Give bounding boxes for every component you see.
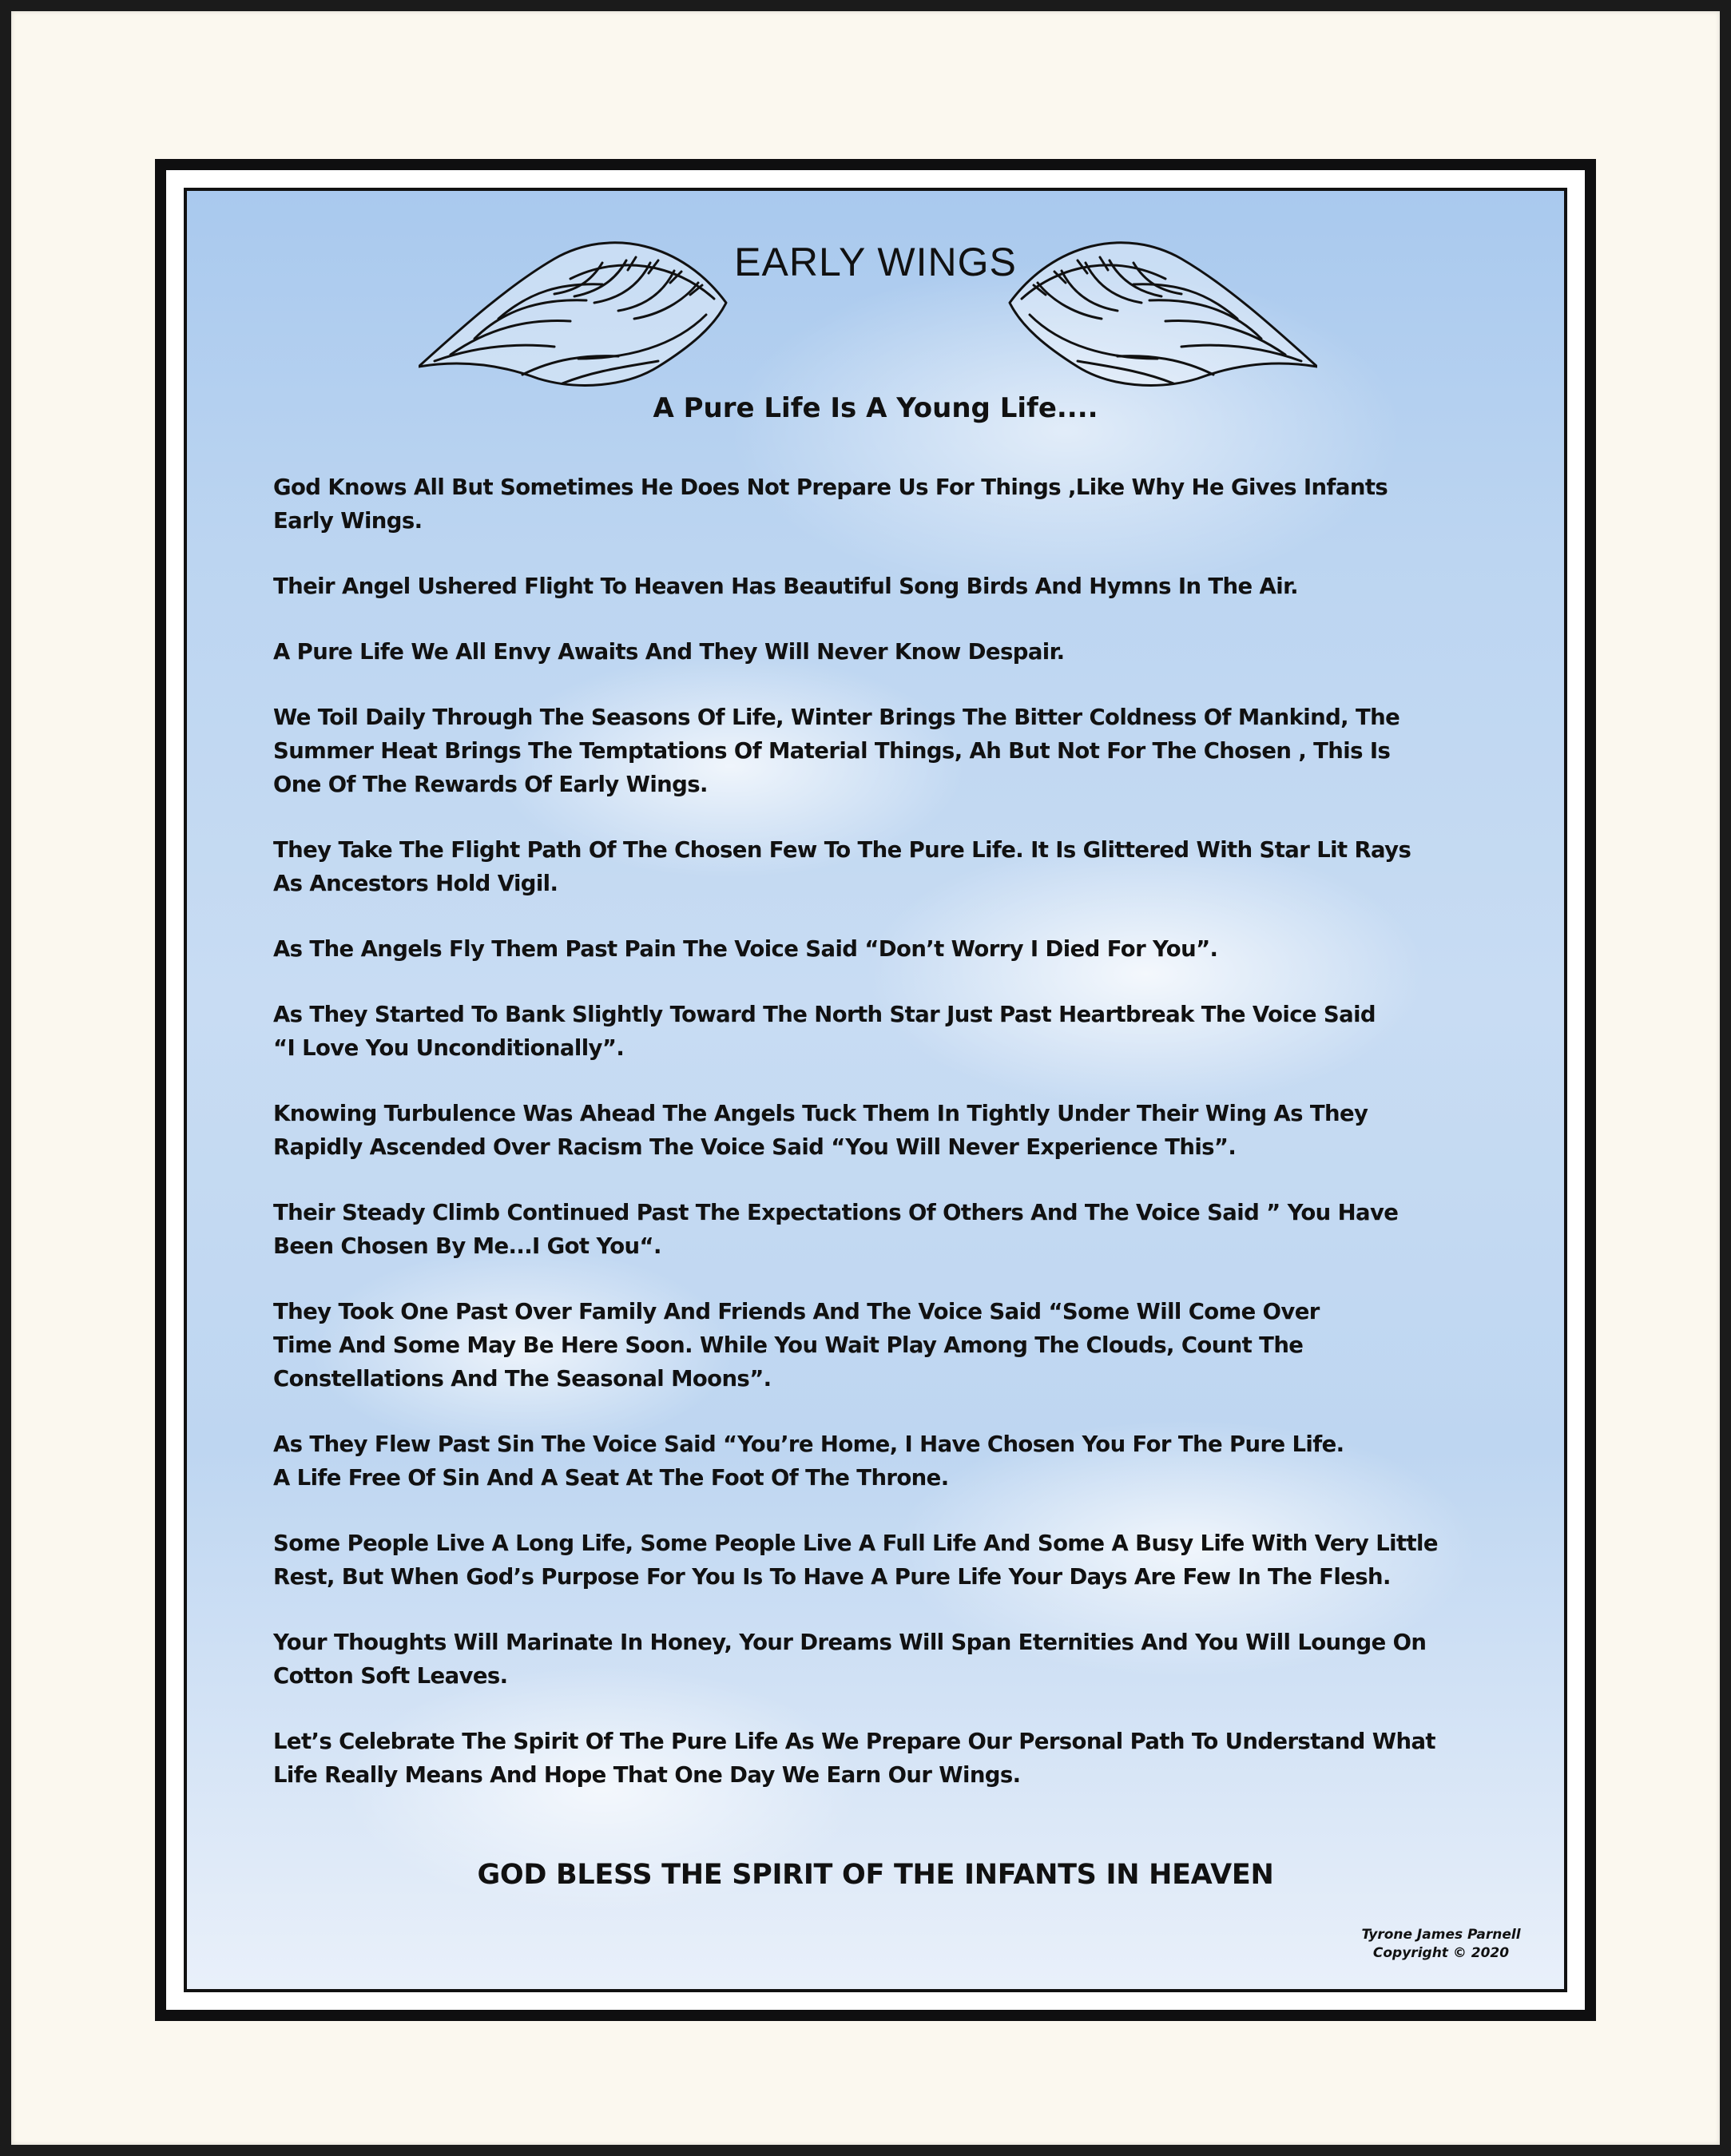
stanza: Knowing Turbulence Was Ahead The Angels Tuck Them In Tightly Under Their Wing As They Rapidly Ascended Over Racism The Voice Said “You Will Never Experience This”. bbox=[273, 1101, 1368, 1160]
author-signature bbox=[1345, 1926, 1537, 1963]
angel-wing-right-icon bbox=[1006, 227, 1317, 395]
mat-board bbox=[11, 11, 1720, 2145]
stanza: As The Angels Fly Them Past Pain The Voice Said “Don’t Worry I Died For You”. bbox=[273, 936, 1218, 962]
stanza: They Take The Flight Path Of The Chosen Few To The Pure Life. It Is Glittered With Star Lit Rays As Ancestors Hold Vigil. bbox=[273, 837, 1411, 896]
stanza: As They Flew Past Sin The Voice Said “You’re Home, I Have Chosen You For The Pure Life. A Life Free Of Sin And A Seat At The Foot Of The Throne. bbox=[273, 1431, 1344, 1491]
stanza: A Pure Life We All Envy Awaits And They Will Never Know Despair. bbox=[273, 639, 1065, 665]
poem-subtitle: A Pure Life Is A Young Life.... bbox=[653, 392, 1098, 424]
stanza: As They Started To Bank Slightly Toward The North Star Just Past Heartbreak The Voice Said “I Love You Unconditionally”. bbox=[273, 1002, 1376, 1061]
stanza: Their Angel Ushered Flight To Heaven Has Beautiful Song Birds And Hymns In The Air. bbox=[273, 574, 1298, 599]
stanza: We Toil Daily Through The Seasons Of Life, Winter Brings The Bitter Coldness Of Mankind, The Summer Heat Brings The Temptations Of Material Things, Ah But Not For The Chosen , This Is One Of The Rewards Of Early Wings. bbox=[273, 705, 1400, 797]
stanza: They Took One Past Over Family And Friends And The Voice Said “Some Will Come Over Time And Some May Be Here Soon. While You Wait Play Among The Clouds, Count The Constellations And The Seasonal Moons”. bbox=[273, 1299, 1320, 1392]
stanza: Their Steady Climb Continued Past The Expectations Of Others And The Voice Said ” You Have Been Chosen By Me...I Got You“. bbox=[273, 1200, 1399, 1259]
stanza: Let’s Celebrate The Spirit Of The Pure Life As We Prepare Our Personal Path To Understand What Life Really Means And Hope That One Day We Earn Our Wings. bbox=[273, 1729, 1435, 1788]
author-name: Tyrone James Parnell bbox=[1361, 1927, 1521, 1943]
poem-title: EARLY WINGS bbox=[734, 240, 1017, 284]
copyright-notice: Copyright © 2020 bbox=[1372, 1945, 1510, 1961]
stanza: God Knows All But Sometimes He Does Not Prepare Us For Things ,Like Why He Gives Infants Early Wings. bbox=[273, 474, 1388, 534]
closing-blessing: GOD BLESS THE SPIRIT OF THE INFANTS IN HEAVEN bbox=[477, 1859, 1274, 1891]
black-frame bbox=[155, 159, 1596, 2021]
stanza: Some People Live A Long Life, Some People Live A Full Life And Some A Busy Life With Very Little Rest, But When God’s Purpose For You Is To Have A Pure Life Your Days Are Few In The Flesh. bbox=[273, 1531, 1438, 1590]
poem-content bbox=[187, 191, 1564, 1989]
poem-body bbox=[273, 471, 1492, 1824]
sky-background bbox=[184, 188, 1567, 1992]
white-border bbox=[166, 170, 1585, 2010]
stanza: Your Thoughts Will Marinate In Honey, Your Dreams Will Span Eternities And You Will Lounge On Cotton Soft Leaves. bbox=[273, 1630, 1427, 1689]
